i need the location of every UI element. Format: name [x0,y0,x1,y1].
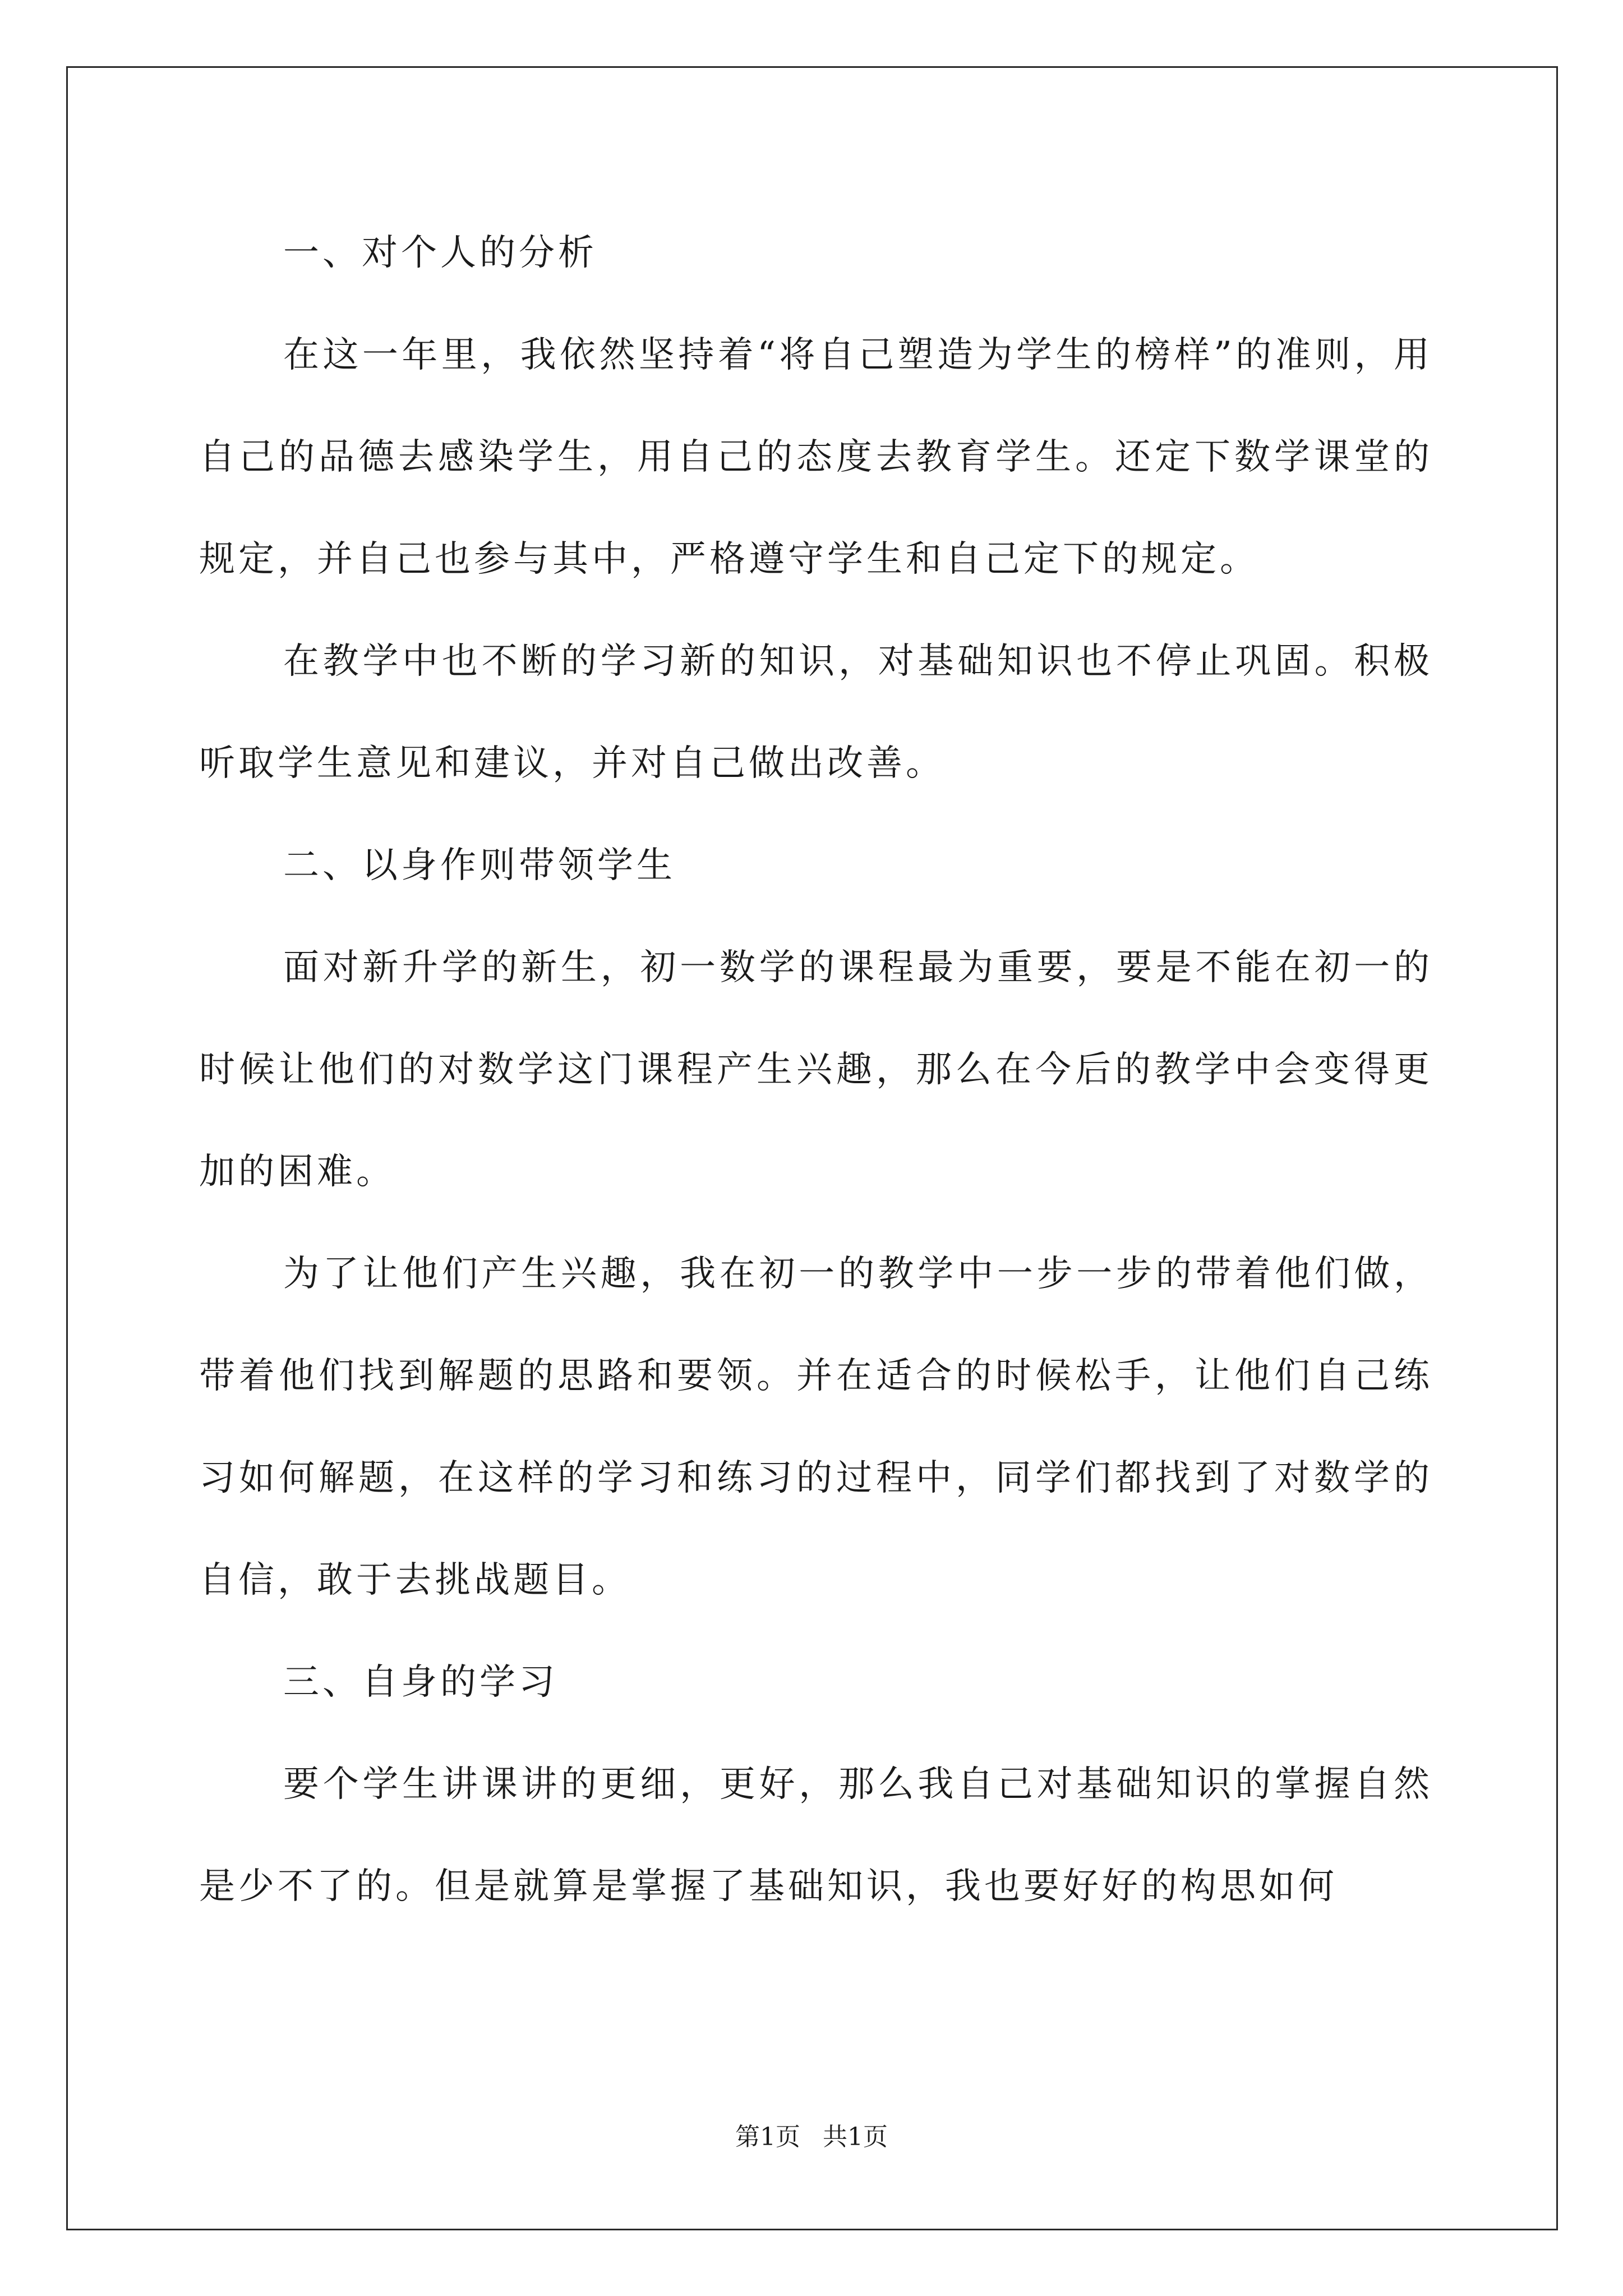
page-number: 第1页 [735,2123,800,2151]
page-total: 共1页 [823,2123,888,2151]
page-footer [0,2120,1623,2154]
document-body [199,202,1433,1938]
section-heading-2: 二、以身作则带领学生 [283,845,676,886]
paragraph: 面对新升学的新生，初一数学的课程最为重要，要是不能在初一的时候让他们的对数学这门课程产生兴趣，那么在今后的教学中会变得更加的困难。 [199,947,1433,1193]
section-heading-3: 三、自身的学习 [283,1662,558,1703]
paragraph: 在这一年里，我依然坚持着“将自己塑造为学生的榜样”的准则，用自己的品德去感染学生，用自己的态度去教育学生。还定下数学课堂的规定，并自己也参与其中，严格遵守学生和自己定下的规定。 [199,334,1433,580]
paragraph: 为了让他们产生兴趣，我在初一的教学中一步一步的带着他们做，带着他们找到解题的思路和要领。并在适合的时候松手，让他们自己练习如何解题，在这样的学习和练习的过程中，同学们都找到了对数学的自信，敢于去挑战题目。 [199,1253,1433,1601]
paragraph: 在教学中也不断的学习新的知识，对基础知识也不停止巩固。积极听取学生意见和建议，并对自己做出改善。 [199,641,1433,784]
paragraph: 要个学生讲课讲的更细，更好，那么我自己对基础知识的掌握自然是少不了的。但是就算是掌握了基础知识，我也要好好的构思如何 [199,1764,1433,1907]
section-heading-1: 一、对个人的分析 [283,232,597,274]
